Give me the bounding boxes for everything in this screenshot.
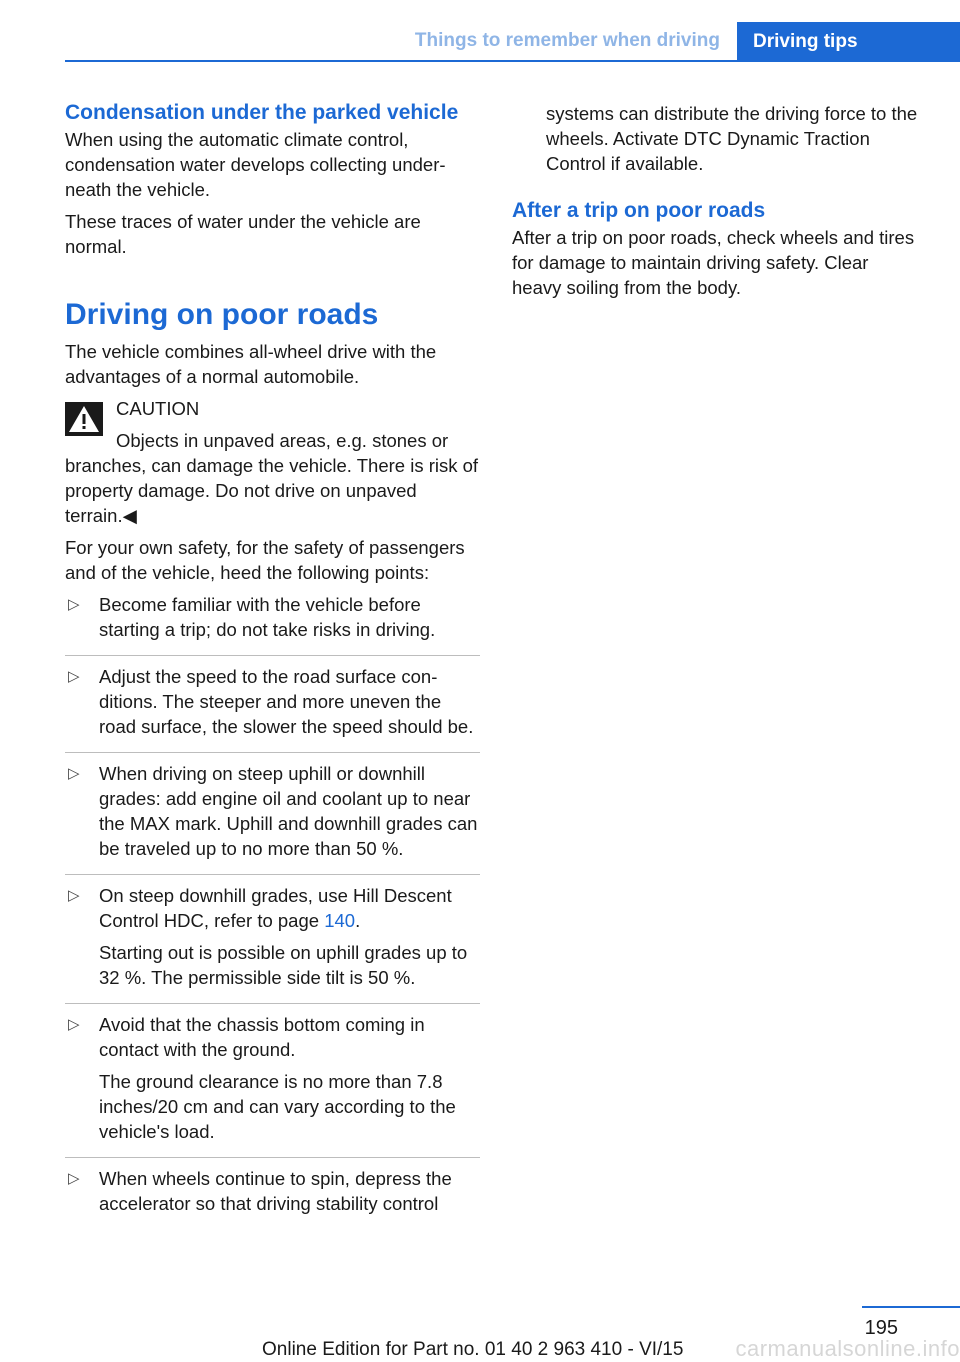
triangle-bullet-icon: ▷: [68, 1170, 80, 1187]
right-column: [512, 101, 922, 307]
paragraph: For your own safety, for the safety of passengers and of the vehicle, heed the following points:: [65, 537, 465, 583]
triangle-bullet-icon: ▷: [68, 596, 80, 613]
list-item-text: On steep downhill grades, use Hill Descent Control HDC, refer to page 140.: [99, 885, 452, 931]
section-heading-after-trip: After a trip on poor roads: [512, 199, 766, 222]
list-item: [65, 1166, 480, 1229]
section-heading-condensation: Condensation under the parked vehicle: [65, 101, 459, 124]
caution-title: CAUTION: [116, 398, 200, 419]
watermark: carmanualsonline.info: [735, 1336, 960, 1361]
triangle-bullet-icon: ▷: [68, 668, 80, 685]
page-reference-link[interactable]: 140: [324, 910, 356, 931]
page-number: 195: [864, 1317, 898, 1339]
list-item-extra: Starting out is possible on uphill grades up to 32 %. The permissible side tilt is 50 %.: [99, 942, 468, 988]
caution-text: Objects in unpaved areas, e.g. stones or branches, can damage the vehicle. There is risk of property damage. Do not drive on unpaved terrain.◀: [65, 430, 479, 526]
section-heading-poor-roads: Driving on poor roads: [65, 298, 379, 331]
paragraph: The vehicle combines all-wheel drive with the advantages of a normal automobile.: [65, 341, 437, 387]
chapter-tab[interactable]: Driving tips: [737, 22, 960, 62]
triangle-bullet-icon: ▷: [68, 887, 80, 904]
edition-line: Online Edition for Part no. 01 40 2 963 410 - VI/15: [262, 1339, 684, 1360]
paragraph: After a trip on poor roads, check wheels and tires for damage to maintain driving safety. Clear heavy soiling from the body.: [512, 227, 915, 298]
list-divider: [65, 1003, 480, 1004]
continued-list-text: systems can distribute the driving force to the wheels. Activate DTC Dynamic Traction Control if available.: [546, 103, 918, 174]
paragraph: These traces of water under the vehicle are normal.: [65, 211, 421, 257]
list-divider: [65, 874, 480, 875]
triangle-bullet-icon: ▷: [68, 765, 80, 782]
list-divider: [65, 655, 480, 656]
warning-triangle-icon: [65, 402, 103, 436]
list-item-extra: The ground clearance is no more than 7.8 inches/20 cm and can vary according to the vehicle's load.: [99, 1071, 456, 1142]
list-item: [65, 664, 480, 752]
bullet-list: [65, 592, 480, 1229]
list-item-text: Adjust the speed to the road surface conditions. The steeper and more uneven the road surface, the slower the speed should be.: [99, 666, 474, 737]
triangle-bullet-icon: ▷: [68, 1016, 80, 1033]
breadcrumb[interactable]: Things to remember when driving: [414, 30, 720, 51]
list-item-text: Avoid that the chassis bottom coming in contact with the ground.: [99, 1014, 425, 1060]
list-item: [65, 592, 480, 655]
left-column: [65, 100, 480, 1229]
caution-block: [65, 396, 480, 528]
list-item: [65, 883, 480, 1003]
list-item-text: When driving on steep uphill or downhill grades: add engine oil and coolant up to near the MAX mark. Uphill and downhill grades can be traveled up to no more than 50 %.: [99, 763, 478, 859]
list-divider: [65, 1157, 480, 1158]
paragraph: When using the automatic climate control, condensation water develops collecting underneath the vehicle.: [65, 129, 446, 200]
footer-rule: [862, 1306, 960, 1308]
list-item-text: Become familiar with the vehicle before starting a trip; do not take risks in driving.: [99, 594, 436, 640]
list-item: [65, 1012, 480, 1157]
list-divider: [65, 752, 480, 753]
list-item: [65, 761, 480, 874]
list-item-text: When wheels continue to spin, depress the accelerator so that driving stability control: [99, 1168, 452, 1214]
